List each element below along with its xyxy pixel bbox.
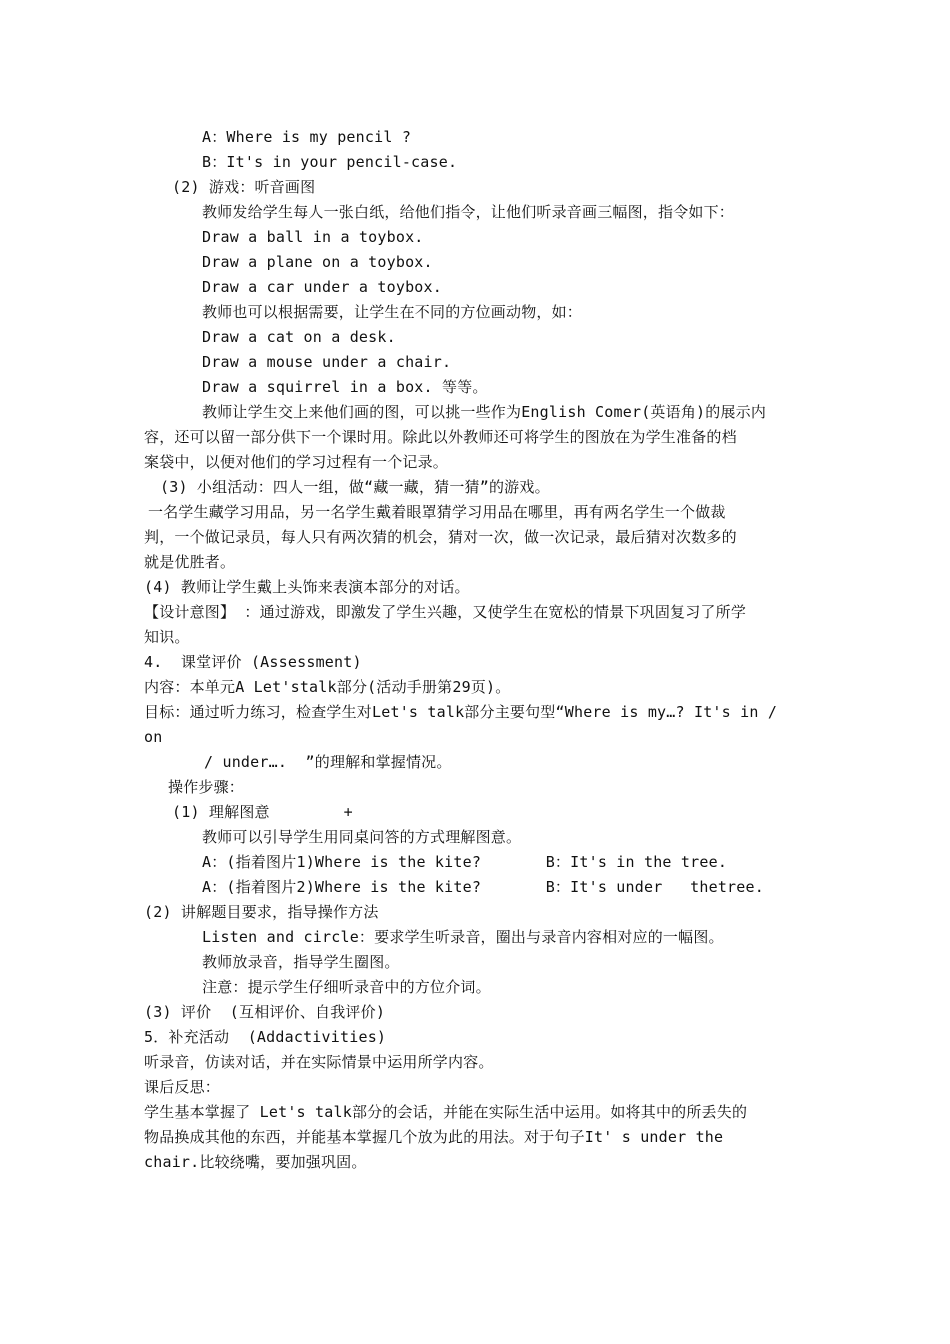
instruction-line: Draw a car under a toybox.	[202, 278, 442, 296]
section-heading-game: (2) 游戏：听音画图	[172, 178, 316, 196]
paragraph-line: 内容：本单元A Let'stalk部分(活动手册第29页)。	[144, 678, 511, 696]
paragraph-line: 注意：提示学生仔细听录音中的方位介词。	[202, 978, 491, 996]
paragraph-line: 听录音，仿读对话，并在实际情景中运用所学内容。	[144, 1053, 494, 1071]
paragraph-line: 教师让学生交上来他们画的图，可以挑一些作为English Comer(英语角)的展示内	[202, 403, 767, 421]
section-heading-activities: 5．补充活动 (Addactivities)	[144, 1028, 387, 1046]
step-heading: (2) 讲解题目要求，指导操作方法	[144, 903, 379, 921]
dialog-line: A：(指着图片2)Where is the kite? B：It's under thetree.	[202, 878, 764, 896]
paragraph-line: 教师也可以根据需要，让学生在不同的方位画动物，如：	[202, 303, 583, 321]
dialog-line: A：(指着图片1)Where is the kite? B：It's in the tree.	[202, 853, 728, 871]
paragraph-line: Listen and circle：要求学生听录音，圈出与录音内容相对应的一幅图。	[202, 928, 724, 946]
paragraph-line: 案袋中，以便对他们的学习过程有一个记录。	[144, 453, 449, 471]
design-intent-line: 知识。	[144, 628, 190, 646]
paragraph-line: 一名学生藏学习用品，另一名学生戴着眼罩猜学习用品在哪里，再有两名学生一个做裁	[148, 503, 726, 521]
paragraph-line: 教师可以引导学生用同桌问答的方式理解图意。	[202, 828, 522, 846]
paragraph-line: 判，一个做记录员，每人只有两次猜的机会，猜对一次，做一次记录，最后猜对次数多的	[144, 528, 737, 546]
design-intent-line: 【设计意图】 ：通过游戏，即激发了学生兴趣，又使学生在宽松的情景下巩固复习了所学	[144, 603, 747, 621]
paragraph-line: 学生基本掌握了 Let's talk部分的会话，并能在实际生活中运用。如将其中的所丢失的	[144, 1103, 748, 1121]
instruction-line: Draw a plane on a toybox.	[202, 253, 433, 271]
steps-heading: 操作步骤：	[168, 778, 245, 796]
paragraph-line: / under…. ”的理解和掌握情况。	[204, 753, 452, 771]
paragraph-line: 物品换成其他的东西，并能基本掌握几个放为此的用法。对于句子It' s under the	[144, 1128, 724, 1146]
paragraph-line: 容，还可以留一部分供下一个课时用。除此以外教师还可将学生的图放在为学生准备的档	[144, 428, 737, 446]
paragraph-line: 就是优胜者。	[144, 553, 236, 571]
paragraph-line: 教师发给学生每人一张白纸，给他们指令，让他们听录音画三幅图，指令如下：	[202, 203, 735, 221]
instruction-line: Draw a cat on a desk.	[202, 328, 396, 346]
paragraph-line: on	[144, 728, 163, 746]
section-heading-reflection: 课后反思：	[144, 1078, 221, 1096]
section-heading-perform: (4) 教师让学生戴上头饰来表演本部分的对话。	[144, 578, 470, 596]
dialog-line-b: B：It's in your pencil-case.	[202, 153, 458, 171]
paragraph-line: 教师放录音，指导学生圈图。	[202, 953, 400, 971]
instruction-line: Draw a mouse under a chair.	[202, 353, 452, 371]
section-heading-group: (3) 小组活动：四人一组，做“藏一藏，猜一猜”的游戏。	[160, 478, 550, 496]
step-heading: (1) 理解图意 +	[172, 803, 353, 821]
paragraph-line: 目标：通过听力练习，检查学生对Let's talk部分主要句型“Where is my…? It's in /	[144, 703, 778, 721]
dialog-line-a: A：Where is my pencil ?	[202, 128, 412, 146]
instruction-line: Draw a squirrel in a box. 等等。	[202, 378, 488, 396]
paragraph-line: chair.比较绕嘴，要加强巩固。	[144, 1153, 367, 1171]
step-heading: (3) 评价 (互相评价、自我评价)	[144, 1003, 386, 1021]
section-heading-assessment: 4. 课堂评价 (Assessment)	[144, 653, 362, 671]
instruction-line: Draw a ball in a toybox.	[202, 228, 424, 246]
